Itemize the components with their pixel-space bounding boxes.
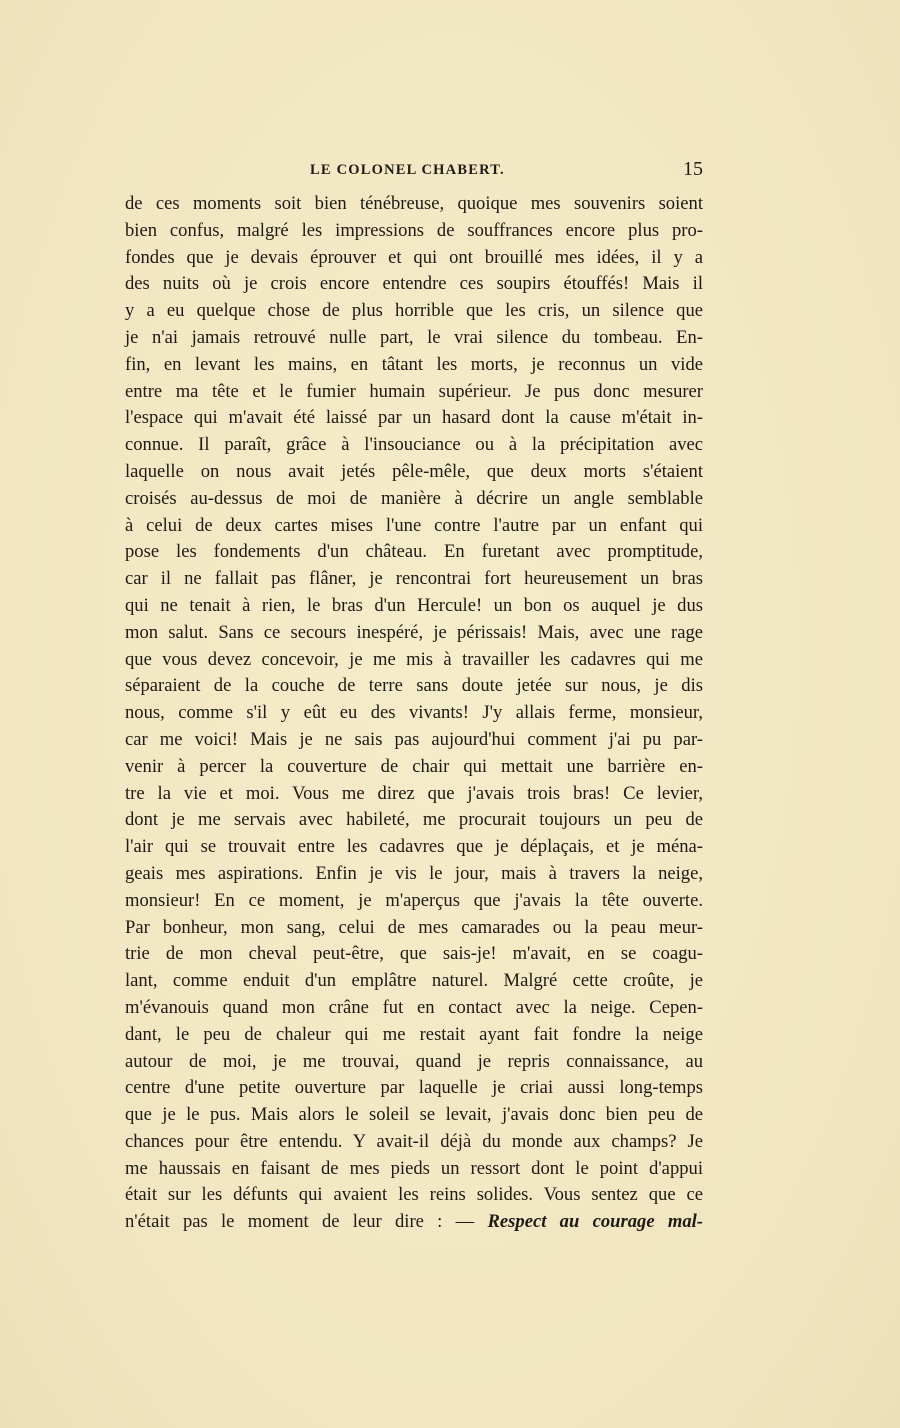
text-line: geais mes aspirations. Enfin je vis le jour, mais à travers la neige, — [125, 862, 703, 884]
text-line: laquelle on nous avait jetés pêle-mêle, que deux morts s'étaient — [125, 460, 703, 482]
text-line: connue. Il paraît, grâce à l'insouciance ou à la précipitation avec — [125, 434, 703, 456]
text-line: de ces moments soit bien ténébreuse, quoique mes souvenirs soient — [125, 193, 703, 214]
text-line: autour de moi, je me trouvai, quand je repris connaissance, au — [125, 1050, 703, 1072]
text-line: l'air qui se trouvait entre les cadavres que je déplaçais, et je ména- — [125, 836, 703, 858]
text-line: séparaient de la couche de terre sans doute jetée sur nous, je dis — [125, 675, 703, 697]
text-line: car me voici! Mais je ne sais pas aujourd'hui comment j'ai pu par- — [125, 728, 703, 750]
text-line: croisés au-dessus de moi de manière à décrire un angle semblable — [125, 487, 703, 509]
text-line: me haussais en faisant de mes pieds un ressort dont le point d'appui — [125, 1157, 703, 1179]
text-line: trie de mon cheval peut-être, que sais-je! m'avait, en se coagu- — [125, 943, 703, 965]
text-line: entre ma tête et le fumier humain supérieur. Je pus donc mesurer — [125, 380, 703, 402]
text-line: je n'ai jamais retrouvé nulle part, le vrai silence du tombeau. En- — [125, 326, 703, 348]
text-line: fondes que je devais éprouver et qui ont brouillé mes idées, il y a — [125, 246, 703, 268]
last-line-roman: n'était pas le moment de leur dire : — — [125, 1211, 475, 1233]
page-number: 15 — [683, 158, 703, 180]
last-line-italic: Respect au courage mal- — [487, 1211, 703, 1233]
text-line: à celui de deux cartes mises l'une contre l'autre par un enfant qui — [125, 514, 703, 536]
text-line: y a eu quelque chose de plus horrible que les cris, un silence que — [125, 300, 703, 322]
body-text — [125, 191, 703, 1236]
text-line: tre la vie et moi. Vous me direz que j'avais trois bras! Ce levier, — [125, 782, 703, 804]
text-line: dant, le peu de chaleur qui me restait ayant fait fondre la neige — [125, 1023, 703, 1045]
text-line: bien confus, malgré les impressions de souffrances encore plus pro- — [125, 219, 703, 241]
text-line: nous, comme s'il y eût eu des vivants! J'y allais ferme, monsieur, — [125, 702, 703, 724]
text-line: fin, en levant les mains, en tâtant les morts, je reconnus un vide — [125, 353, 703, 375]
text-line: des nuits où je crois encore entendre ces soupirs étouffés! Mais il — [125, 273, 703, 295]
text-line: pose les fondements d'un château. En furetant avec promptitude, — [125, 541, 703, 563]
text-line: chances pour être entendu. Y avait-il déjà du monde aux champs? Je — [125, 1130, 703, 1152]
text-line: Par bonheur, mon sang, celui de mes camarades ou la peau meur- — [125, 916, 703, 938]
text-line: était sur les défunts qui avaient les reins solides. Vous sentez que ce — [125, 1184, 703, 1206]
text-line: centre d'une petite ouverture par laquelle je criai aussi long-temps — [125, 1077, 703, 1099]
text-line: lant, comme enduit d'un emplâtre naturel. Malgré cette croûte, je — [125, 970, 703, 992]
text-line: que vous devez concevoir, je me mis à travailler les cadavres qui me — [125, 648, 703, 670]
text-line: qui ne tenait à rien, le bras d'un Hercule! un bon os auquel je dus — [125, 594, 703, 616]
text-line: que je le pus. Mais alors le soleil se levait, j'avais donc bien peu de — [125, 1104, 703, 1126]
text-line: l'espace qui m'avait été laissé par un hasard dont la cause m'était in- — [125, 407, 703, 429]
text-line: m'évanouis quand mon crâne fut en contact avec la neige. Cepen- — [125, 996, 703, 1018]
text-line: car il ne fallait pas flâner, je rencontrai fort heureusement un bras — [125, 568, 703, 590]
page-header — [125, 158, 703, 184]
text-line: mon salut. Sans ce secours inespéré, je périssais! Mais, avec une rage — [125, 621, 703, 643]
text-line: venir à percer la couverture de chair qui mettait une barrière en- — [125, 755, 703, 777]
running-title: LE COLONEL CHABERT. — [310, 162, 505, 178]
text-line-last — [125, 1209, 703, 1236]
text-line: dont je me servais avec habileté, me procurait toujours un peu de — [125, 809, 703, 831]
text-line: monsieur! En ce moment, je m'aperçus que j'avais la tête ouverte. — [125, 889, 703, 911]
